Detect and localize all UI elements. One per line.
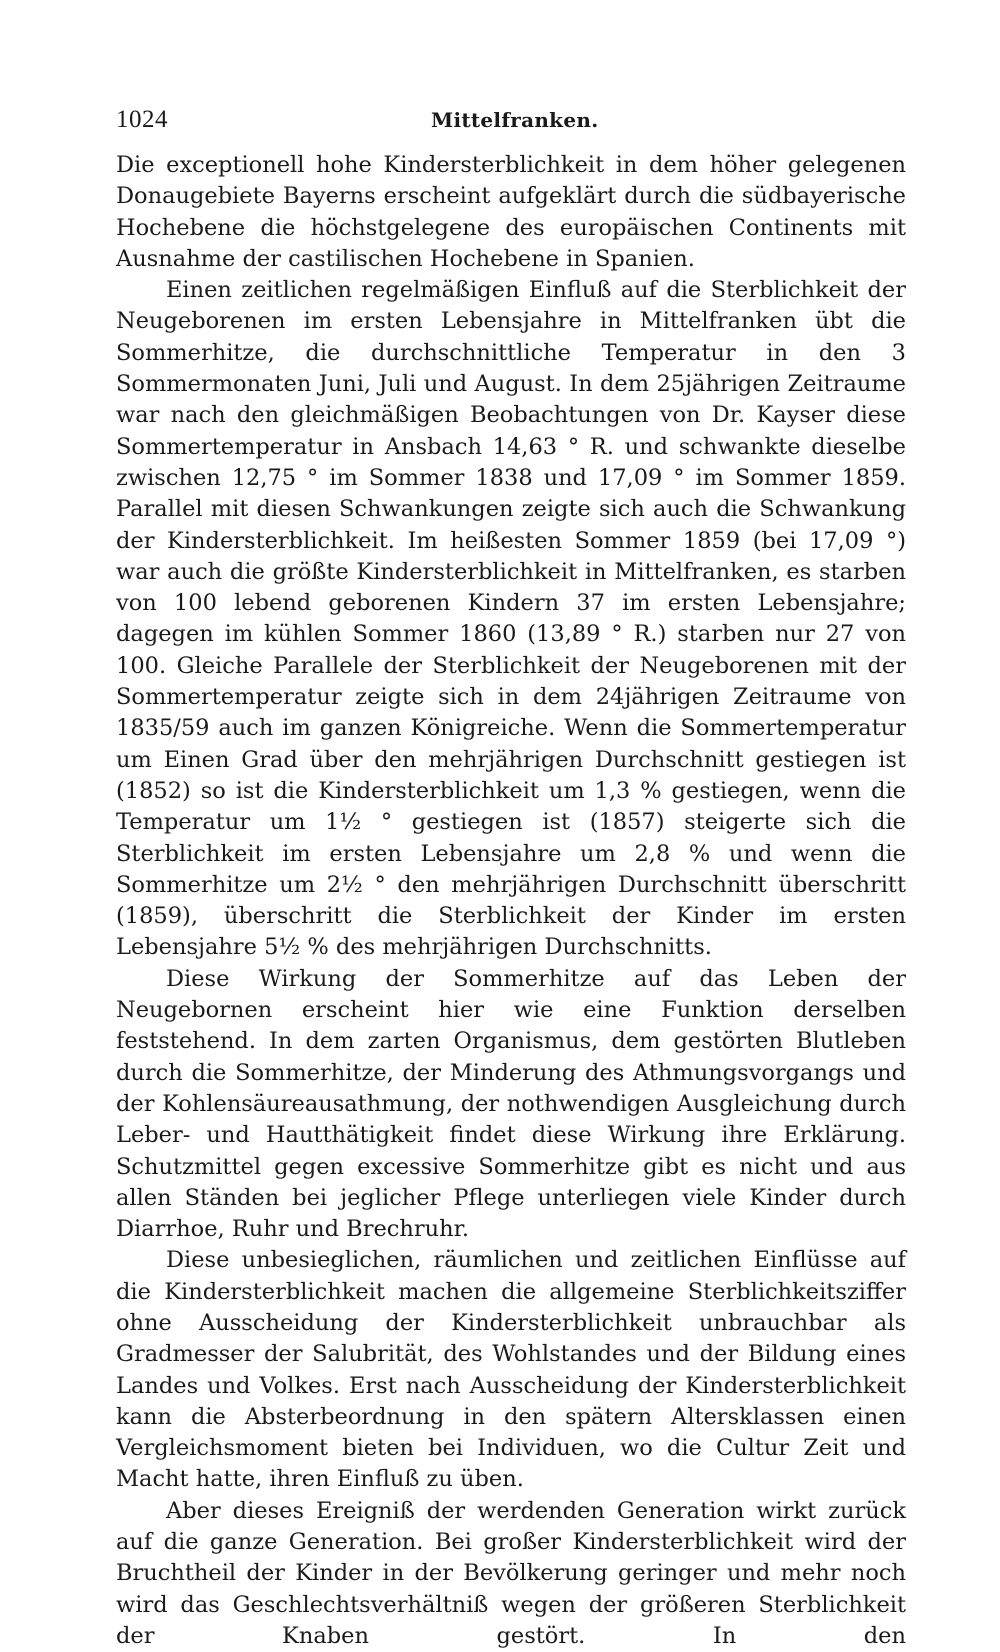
- page-number: 1024: [116, 106, 168, 133]
- paragraph-1: Die exceptionell hohe Kindersterblichkeit in dem höher gelegenen Donaugebiete Bayerns erscheint aufgeklärt durch die südbayerische Hochebene die höchstgelegene des europäischen Continents mit Ausnahme der castilischen Hochebene in Spanien.: [116, 152, 906, 272]
- paragraph-4: Diese unbesieglichen, räumlichen und zeitlichen Einflüsse auf die Kindersterblichkeit machen die allgemeine Sterblichkeitsziffer ohne Ausscheidung der Kindersterblichkeit unbrauchbar als Gradmesser der Salubrität, des Wohlstandes und der Bildung eines Landes und Volkes. Erst nach Ausscheidung der Kindersterblichkeit kann die Absterbeordnung in den spätern Altersklassen einen Vergleichsmoment bieten bei Individuen, wo die Cultur Zeit und Macht hatte, ihren Einfluß zu üben.: [116, 1247, 906, 1493]
- paragraph-2: Einen zeitlichen regelmäßigen Einfluß auf die Sterblichkeit der Neugeborenen im ersten Lebensjahre in Mittelfranken übt die Sommerhitze, die durchschnittliche Temperatur in den 3 Sommermonaten Juni, Juli und August. In dem 25jährigen Zeitraume war nach den gleichmäßigen Beobachtungen von Dr. Kayser diese Sommertemperatur in Ansbach 14,63 ° R. und schwankte dieselbe zwischen 12,75 ° im Sommer 1838 und 17,09 ° im Sommer 1859. Parallel mit diesen Schwankungen zeigte sich auch die Schwankung der Kindersterblichkeit. Im heißesten Sommer 1859 (bei 17,09 °) war auch die größte Kindersterblichkeit in Mittelfranken, es starben von 100 lebend geborenen Kindern 37 im ersten Lebensjahre; dagegen im kühlen Sommer 1860 (13,89 ° R.) starben nur 27 von 100. Gleiche Parallele der Sterblichkeit der Neugeborenen mit der Sommertemperatur zeigte sich in dem 24jährigen Zeitraume von 1835/59 auch im ganzen Königreiche. Wenn die Sommertemperatur um Einen Grad über den mehrjährigen Durchschnitt gestiegen ist (1852) so ist die Kindersterblichkeit um 1,3 % gestiegen, wenn die Temperatur um 1½ ° gestiegen ist (1857) steigerte sich die Sterblichkeit im ersten Lebensjahre um 2,8 % und wenn die Sommerhitze um 2½ ° den mehrjährigen Durchschnitt überschritt (1859), überschritt die Sterblichkeit der Kinder im ersten Lebensjahre 5½ % des mehrjährigen Durchschnitts.: [116, 277, 906, 961]
- paragraph-5: Aber dieses Ereigniß der werdenden Generation wirkt zurück auf die ganze Generation. Bei großer Kindersterblichkeit wird der Bruchtheil der Kinder in der Bevölkerung geringer und mehr noch wird das Geschlechtsverhältniß wegen der größeren Sterblichkeit der Knaben gestört. In den: [116, 1497, 906, 1649]
- running-title: Mittelfranken.: [431, 108, 599, 132]
- page-header: [116, 106, 906, 146]
- paragraph-3: Diese Wirkung der Sommerhitze auf das Leben der Neugebornen erscheint hier wie eine Funktion derselben feststehend. In dem zarten Organismus, dem gestörten Blutleben durch die Sommerhitze, der Minderung des Athmungsvorgangs und der Kohlensäureausathmung, der nothwendigen Ausgleichung durch Leber- und Hautthätigkeit findet diese Wirkung ihre Erklärung. Schutzmittel gegen excessive Sommerhitze gibt es nicht und aus allen Ständen bei jeglicher Pflege unterliegen viele Kinder durch Diarrhoe, Ruhr und Brechruhr.: [116, 965, 906, 1243]
- body-text: [116, 150, 906, 1652]
